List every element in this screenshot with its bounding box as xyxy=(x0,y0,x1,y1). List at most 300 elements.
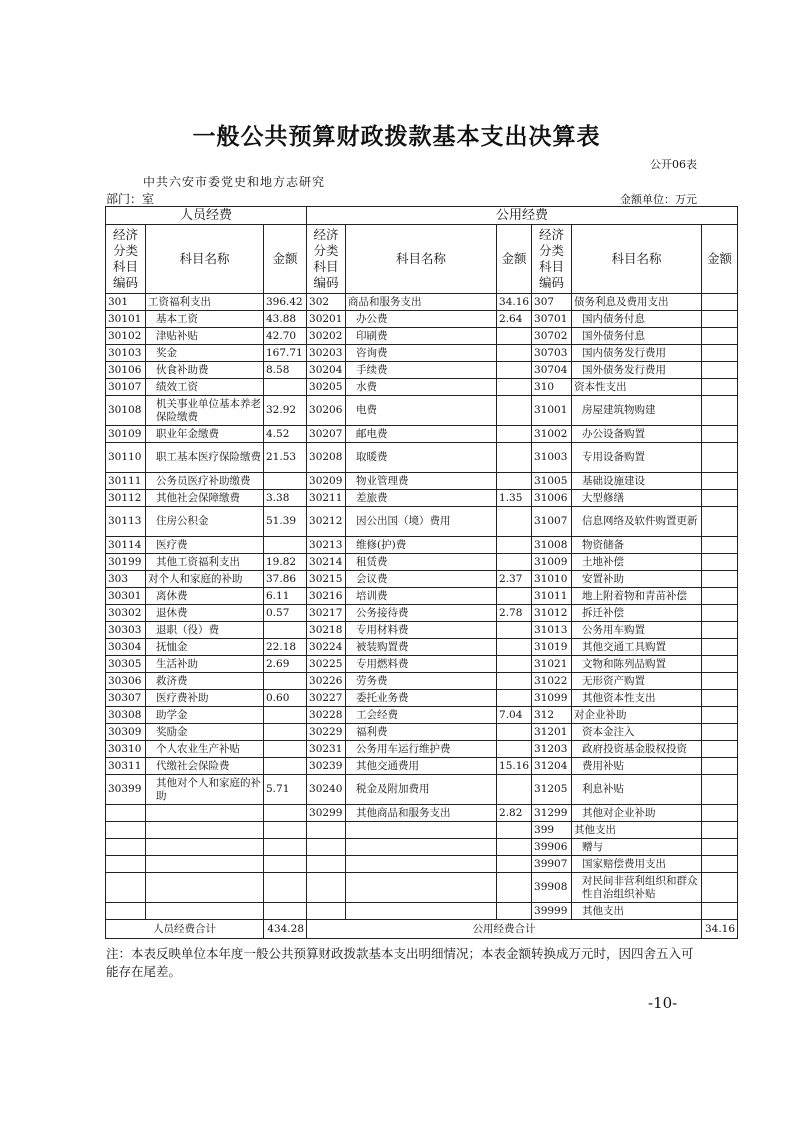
cell-amount xyxy=(264,673,307,690)
cell-code: 30305 xyxy=(106,656,146,673)
cell-name: 因公出国（境）费用 xyxy=(346,507,497,537)
cell-name: 职业年金缴费 xyxy=(146,426,264,443)
cell-amount xyxy=(264,707,307,724)
cell-name: 其他对企业补助 xyxy=(572,805,702,822)
cell-name: 资本金注入 xyxy=(572,724,702,741)
cell-code: 30114 xyxy=(106,537,146,554)
cell-code xyxy=(307,903,346,920)
cell-name: 资本性支出 xyxy=(572,379,702,396)
cell-name xyxy=(346,822,497,839)
cell-code xyxy=(307,856,346,873)
cell-amount xyxy=(702,822,738,839)
cell-name: 取暖费 xyxy=(346,443,497,473)
cell-name: 国内债务付息 xyxy=(572,311,702,328)
cell-amount: 32.92 xyxy=(264,396,307,426)
cell-code: 39907 xyxy=(532,856,572,873)
table-row xyxy=(106,426,738,443)
cell-amount: 7.04 xyxy=(497,707,532,724)
cell-amount xyxy=(702,396,738,426)
table-row xyxy=(106,639,738,656)
cell-name: 邮电费 xyxy=(346,426,497,443)
cell-code: 30226 xyxy=(307,673,346,690)
col-header-name: 科目名称 xyxy=(146,225,264,294)
cell-amount: 167.71 xyxy=(264,345,307,362)
cell-amount xyxy=(702,639,738,656)
cell-amount xyxy=(264,758,307,775)
cell-amount: 0.60 xyxy=(264,690,307,707)
cell-name: 国内债务发行费用 xyxy=(572,345,702,362)
cell-code: 30106 xyxy=(106,362,146,379)
table-row xyxy=(106,328,738,345)
department-label: 部门：室 xyxy=(106,192,155,206)
cell-name xyxy=(346,839,497,856)
table-row xyxy=(106,473,738,490)
cell-amount xyxy=(702,656,738,673)
cell-code: 31022 xyxy=(532,673,572,690)
cell-amount xyxy=(497,507,532,537)
cell-name xyxy=(346,903,497,920)
cell-code: 30240 xyxy=(307,775,346,805)
cell-name xyxy=(146,856,264,873)
cell-code: 30310 xyxy=(106,741,146,758)
cell-name: 生活补助 xyxy=(146,656,264,673)
cell-amount xyxy=(264,622,307,639)
cell-amount xyxy=(702,362,738,379)
cell-name: 电费 xyxy=(346,396,497,426)
cell-amount xyxy=(702,507,738,537)
cell-amount xyxy=(702,856,738,873)
cell-name: 伙食补助费 xyxy=(146,362,264,379)
cell-amount xyxy=(497,345,532,362)
cell-amount: 42.70 xyxy=(264,328,307,345)
cell-code: 30204 xyxy=(307,362,346,379)
cell-amount xyxy=(497,656,532,673)
cell-name: 其他社会保障缴费 xyxy=(146,490,264,507)
column-header-row xyxy=(106,225,738,294)
cell-code: 30703 xyxy=(532,345,572,362)
cell-code: 30701 xyxy=(532,311,572,328)
cell-name: 政府投资基金股权投资 xyxy=(572,741,702,758)
cell-amount: 2.78 xyxy=(497,605,532,622)
cell-name: 公务用车购置 xyxy=(572,622,702,639)
col-header-name: 科目名称 xyxy=(346,225,497,294)
money-unit-label: 金额单位：万元 xyxy=(620,193,697,206)
cell-code: 30108 xyxy=(106,396,146,426)
cell-code: 30113 xyxy=(106,507,146,537)
cell-amount: 8.58 xyxy=(264,362,307,379)
cell-amount xyxy=(497,741,532,758)
cell-code: 30303 xyxy=(106,622,146,639)
cell-name: 其他支出 xyxy=(572,903,702,920)
cell-amount xyxy=(497,839,532,856)
col-header-code: 经济 分类 科目 编码 xyxy=(532,225,572,294)
cell-code: 307 xyxy=(532,294,572,311)
table-row xyxy=(106,554,738,571)
cell-name: 水费 xyxy=(346,379,497,396)
cell-amount xyxy=(264,873,307,903)
cell-code: 31009 xyxy=(532,554,572,571)
cell-amount xyxy=(264,839,307,856)
cell-amount xyxy=(702,571,738,588)
cell-name: 国外债务付息 xyxy=(572,328,702,345)
cell-name: 其他对个人和家庭的补助 xyxy=(146,775,264,805)
cell-code: 30217 xyxy=(307,605,346,622)
cell-amount xyxy=(497,690,532,707)
page-number: -10- xyxy=(648,994,678,1012)
personnel-total-label: 人员经费合计 xyxy=(106,920,264,939)
cell-amount: 396.42 xyxy=(264,294,307,311)
cell-name: 文物和陈列品购置 xyxy=(572,656,702,673)
cell-amount: 37.86 xyxy=(264,571,307,588)
cell-name: 差旅费 xyxy=(346,490,497,507)
table-row xyxy=(106,839,738,856)
cell-amount xyxy=(497,588,532,605)
cell-amount: 1.35 xyxy=(497,490,532,507)
cell-code: 30215 xyxy=(307,571,346,588)
table-row xyxy=(106,605,738,622)
cell-amount xyxy=(702,473,738,490)
cell-name: 奖励金 xyxy=(146,724,264,741)
table-row xyxy=(106,622,738,639)
cell-name: 印刷费 xyxy=(346,328,497,345)
cell-amount: 43.88 xyxy=(264,311,307,328)
cell-name: 工资福利支出 xyxy=(146,294,264,311)
cell-code: 31011 xyxy=(532,588,572,605)
table-row xyxy=(106,903,738,920)
cell-code: 31005 xyxy=(532,473,572,490)
cell-code: 30216 xyxy=(307,588,346,605)
table-row xyxy=(106,758,738,775)
cell-name: 医疗费 xyxy=(146,537,264,554)
cell-amount xyxy=(702,605,738,622)
cell-amount xyxy=(497,426,532,443)
cell-name: 其他支出 xyxy=(572,822,702,839)
cell-code: 399 xyxy=(532,822,572,839)
cell-code: 30218 xyxy=(307,622,346,639)
cell-amount xyxy=(702,490,738,507)
cell-amount xyxy=(702,707,738,724)
cell-code: 31001 xyxy=(532,396,572,426)
table-body xyxy=(106,207,738,939)
cell-name: 退职（役）费 xyxy=(146,622,264,639)
cell-code: 31205 xyxy=(532,775,572,805)
table-row xyxy=(106,311,738,328)
cell-amount xyxy=(497,673,532,690)
cell-code: 30307 xyxy=(106,690,146,707)
unit-name: 中共六安市委党史和地方志研究 xyxy=(143,175,326,189)
cell-amount xyxy=(497,473,532,490)
cell-amount xyxy=(702,426,738,443)
cell-code xyxy=(106,839,146,856)
table-row xyxy=(106,656,738,673)
table-row xyxy=(106,571,738,588)
col-header-code: 经济 分类 科目 编码 xyxy=(106,225,146,294)
cell-amount xyxy=(497,724,532,741)
cell-code: 30201 xyxy=(307,311,346,328)
cell-amount xyxy=(264,741,307,758)
cell-amount xyxy=(702,775,738,805)
cell-name: 公务接待费 xyxy=(346,605,497,622)
cell-code: 30102 xyxy=(106,328,146,345)
cell-code: 31203 xyxy=(532,741,572,758)
cell-code: 30304 xyxy=(106,639,146,656)
cell-name: 税金及附加费用 xyxy=(346,775,497,805)
cell-amount xyxy=(497,396,532,426)
cell-amount xyxy=(264,379,307,396)
cell-name: 利息补贴 xyxy=(572,775,702,805)
cell-amount: 2.64 xyxy=(497,311,532,328)
col-header-amount: 金额 xyxy=(702,225,738,294)
table-row xyxy=(106,673,738,690)
cell-name: 离休费 xyxy=(146,588,264,605)
cell-amount xyxy=(497,328,532,345)
cell-code xyxy=(106,805,146,822)
cell-amount xyxy=(264,822,307,839)
cell-code: 30227 xyxy=(307,690,346,707)
cell-code: 30213 xyxy=(307,537,346,554)
cell-code: 31013 xyxy=(532,622,572,639)
cell-name: 专用燃料费 xyxy=(346,656,497,673)
cell-name: 退休费 xyxy=(146,605,264,622)
cell-name: 个人农业生产补贴 xyxy=(146,741,264,758)
cell-amount xyxy=(264,856,307,873)
cell-code: 30308 xyxy=(106,707,146,724)
cell-amount xyxy=(702,805,738,822)
cell-amount xyxy=(702,294,738,311)
table-row xyxy=(106,822,738,839)
cell-name: 办公费 xyxy=(346,311,497,328)
cell-code: 31002 xyxy=(532,426,572,443)
table-row xyxy=(106,443,738,473)
cell-code: 30205 xyxy=(307,379,346,396)
cell-amount xyxy=(702,839,738,856)
cell-name: 被装购置费 xyxy=(346,639,497,656)
cell-amount xyxy=(702,724,738,741)
public-total-value: 34.16 xyxy=(702,920,738,939)
table-row xyxy=(106,775,738,805)
cell-code: 30704 xyxy=(532,362,572,379)
table-row xyxy=(106,707,738,724)
table-row xyxy=(106,690,738,707)
cell-name: 其他交通费用 xyxy=(346,758,497,775)
cell-code: 30199 xyxy=(106,554,146,571)
cell-code: 39908 xyxy=(532,873,572,903)
cell-name: 会议费 xyxy=(346,571,497,588)
cell-amount xyxy=(264,805,307,822)
cell-amount xyxy=(497,639,532,656)
col-header-code: 经济 分类 科目 编码 xyxy=(307,225,346,294)
cell-code: 30107 xyxy=(106,379,146,396)
cell-name: 救济费 xyxy=(146,673,264,690)
table-row xyxy=(106,490,738,507)
cell-amount: 22.18 xyxy=(264,639,307,656)
group-header-row xyxy=(106,207,738,225)
cell-code: 312 xyxy=(532,707,572,724)
cell-name: 绩效工资 xyxy=(146,379,264,396)
col-header-name: 科目名称 xyxy=(572,225,702,294)
cell-code xyxy=(106,856,146,873)
cell-code: 310 xyxy=(532,379,572,396)
cell-code: 303 xyxy=(106,571,146,588)
cell-name: 奖金 xyxy=(146,345,264,362)
cell-code: 30203 xyxy=(307,345,346,362)
cell-code: 30311 xyxy=(106,758,146,775)
cell-name: 其他交通工具购置 xyxy=(572,639,702,656)
cell-name: 住房公积金 xyxy=(146,507,264,537)
cell-code: 31099 xyxy=(532,690,572,707)
cell-code: 30214 xyxy=(307,554,346,571)
cell-name: 其他工资福利支出 xyxy=(146,554,264,571)
table-row xyxy=(106,507,738,537)
cell-name: 手续费 xyxy=(346,362,497,379)
cell-code: 30101 xyxy=(106,311,146,328)
cell-name: 专用材料费 xyxy=(346,622,497,639)
cell-name: 国外债务发行费用 xyxy=(572,362,702,379)
cell-name xyxy=(146,822,264,839)
cell-name: 国家赔偿费用支出 xyxy=(572,856,702,873)
table-row xyxy=(106,379,738,396)
cell-name: 费用补贴 xyxy=(572,758,702,775)
cell-name: 劳务费 xyxy=(346,673,497,690)
cell-name: 对民间非营利组织和群众性自治组织补贴 xyxy=(572,873,702,903)
cell-code: 31003 xyxy=(532,443,572,473)
cell-name: 工会经费 xyxy=(346,707,497,724)
cell-code: 302 xyxy=(307,294,346,311)
cell-name xyxy=(146,839,264,856)
personnel-total-value: 434.28 xyxy=(264,920,307,939)
cell-code: 31021 xyxy=(532,656,572,673)
cell-amount xyxy=(264,724,307,741)
cell-amount xyxy=(264,537,307,554)
cell-amount: 34.16 xyxy=(497,294,532,311)
cell-amount xyxy=(497,537,532,554)
cell-name: 房屋建筑物购建 xyxy=(572,396,702,426)
cell-name: 办公设备购置 xyxy=(572,426,702,443)
cell-name: 物业管理费 xyxy=(346,473,497,490)
cell-code: 31012 xyxy=(532,605,572,622)
cell-amount xyxy=(702,311,738,328)
table-row xyxy=(106,741,738,758)
cell-name: 土地补偿 xyxy=(572,554,702,571)
cell-code xyxy=(106,822,146,839)
table-row xyxy=(106,362,738,379)
cell-code: 30239 xyxy=(307,758,346,775)
cell-code: 30109 xyxy=(106,426,146,443)
cell-name: 债务利息及费用支出 xyxy=(572,294,702,311)
cell-amount xyxy=(702,443,738,473)
cell-code: 30207 xyxy=(307,426,346,443)
cell-code: 31006 xyxy=(532,490,572,507)
cell-code xyxy=(307,873,346,903)
group-header-personnel: 人员经费 xyxy=(106,207,307,225)
cell-code: 39906 xyxy=(532,839,572,856)
totals-row xyxy=(106,920,738,939)
cell-code: 31204 xyxy=(532,758,572,775)
table-row xyxy=(106,856,738,873)
cell-name: 商品和服务支出 xyxy=(346,294,497,311)
cell-code: 30228 xyxy=(307,707,346,724)
cell-code: 30301 xyxy=(106,588,146,605)
cell-code: 30103 xyxy=(106,345,146,362)
cell-amount xyxy=(497,873,532,903)
cell-name: 医疗费补助 xyxy=(146,690,264,707)
cell-amount xyxy=(702,873,738,903)
cell-amount xyxy=(497,362,532,379)
cell-name: 咨询费 xyxy=(346,345,497,362)
footnote: 注：本表反映单位本年度一般公共预算财政拨款基本支出明细情况；本表金额转换成万元时，因四舍五入可能存在尾差。 xyxy=(106,946,694,979)
cell-code: 30202 xyxy=(307,328,346,345)
cell-name: 安置补助 xyxy=(572,571,702,588)
table-row xyxy=(106,724,738,741)
cell-amount: 5.71 xyxy=(264,775,307,805)
cell-amount: 2.69 xyxy=(264,656,307,673)
cell-amount: 15.16 xyxy=(497,758,532,775)
cell-code: 30299 xyxy=(307,805,346,822)
cell-amount xyxy=(702,903,738,920)
cell-amount xyxy=(702,673,738,690)
cell-amount xyxy=(264,903,307,920)
cell-code: 30399 xyxy=(106,775,146,805)
cell-name: 无形资产购置 xyxy=(572,673,702,690)
cell-name: 租赁费 xyxy=(346,554,497,571)
form-number: 公开06表 xyxy=(650,158,697,171)
cell-amount xyxy=(702,554,738,571)
cell-code: 30306 xyxy=(106,673,146,690)
cell-code: 31019 xyxy=(532,639,572,656)
cell-code: 31010 xyxy=(532,571,572,588)
cell-name: 津贴补贴 xyxy=(146,328,264,345)
cell-code: 31007 xyxy=(532,507,572,537)
group-header-public: 公用经费 xyxy=(307,207,738,225)
cell-code: 30206 xyxy=(307,396,346,426)
cell-name xyxy=(146,903,264,920)
cell-amount xyxy=(702,758,738,775)
cell-code: 30209 xyxy=(307,473,346,490)
cell-code: 30111 xyxy=(106,473,146,490)
cell-code xyxy=(307,839,346,856)
cell-name: 其他资本性支出 xyxy=(572,690,702,707)
cell-code: 30212 xyxy=(307,507,346,537)
cell-code: 31201 xyxy=(532,724,572,741)
cell-name: 助学金 xyxy=(146,707,264,724)
cell-name xyxy=(346,856,497,873)
cell-code: 30231 xyxy=(307,741,346,758)
cell-amount xyxy=(497,554,532,571)
cell-amount xyxy=(497,443,532,473)
cell-name xyxy=(146,805,264,822)
cell-amount: 0.57 xyxy=(264,605,307,622)
cell-name: 职工基本医疗保险缴费 xyxy=(146,443,264,473)
cell-amount: 2.37 xyxy=(497,571,532,588)
cell-code: 30208 xyxy=(307,443,346,473)
cell-code: 30110 xyxy=(106,443,146,473)
cell-name: 培训费 xyxy=(346,588,497,605)
cell-amount: 2.82 xyxy=(497,805,532,822)
cell-amount xyxy=(497,379,532,396)
cell-code: 31008 xyxy=(532,537,572,554)
cell-amount xyxy=(497,622,532,639)
cell-name: 公务员医疗补助缴费 xyxy=(146,473,264,490)
cell-amount: 4.52 xyxy=(264,426,307,443)
cell-amount xyxy=(264,473,307,490)
col-header-amount: 金额 xyxy=(264,225,307,294)
cell-name: 物资储备 xyxy=(572,537,702,554)
cell-name: 委托业务费 xyxy=(346,690,497,707)
table-row xyxy=(106,294,738,311)
table-row xyxy=(106,588,738,605)
cell-code: 301 xyxy=(106,294,146,311)
table-row xyxy=(106,873,738,903)
